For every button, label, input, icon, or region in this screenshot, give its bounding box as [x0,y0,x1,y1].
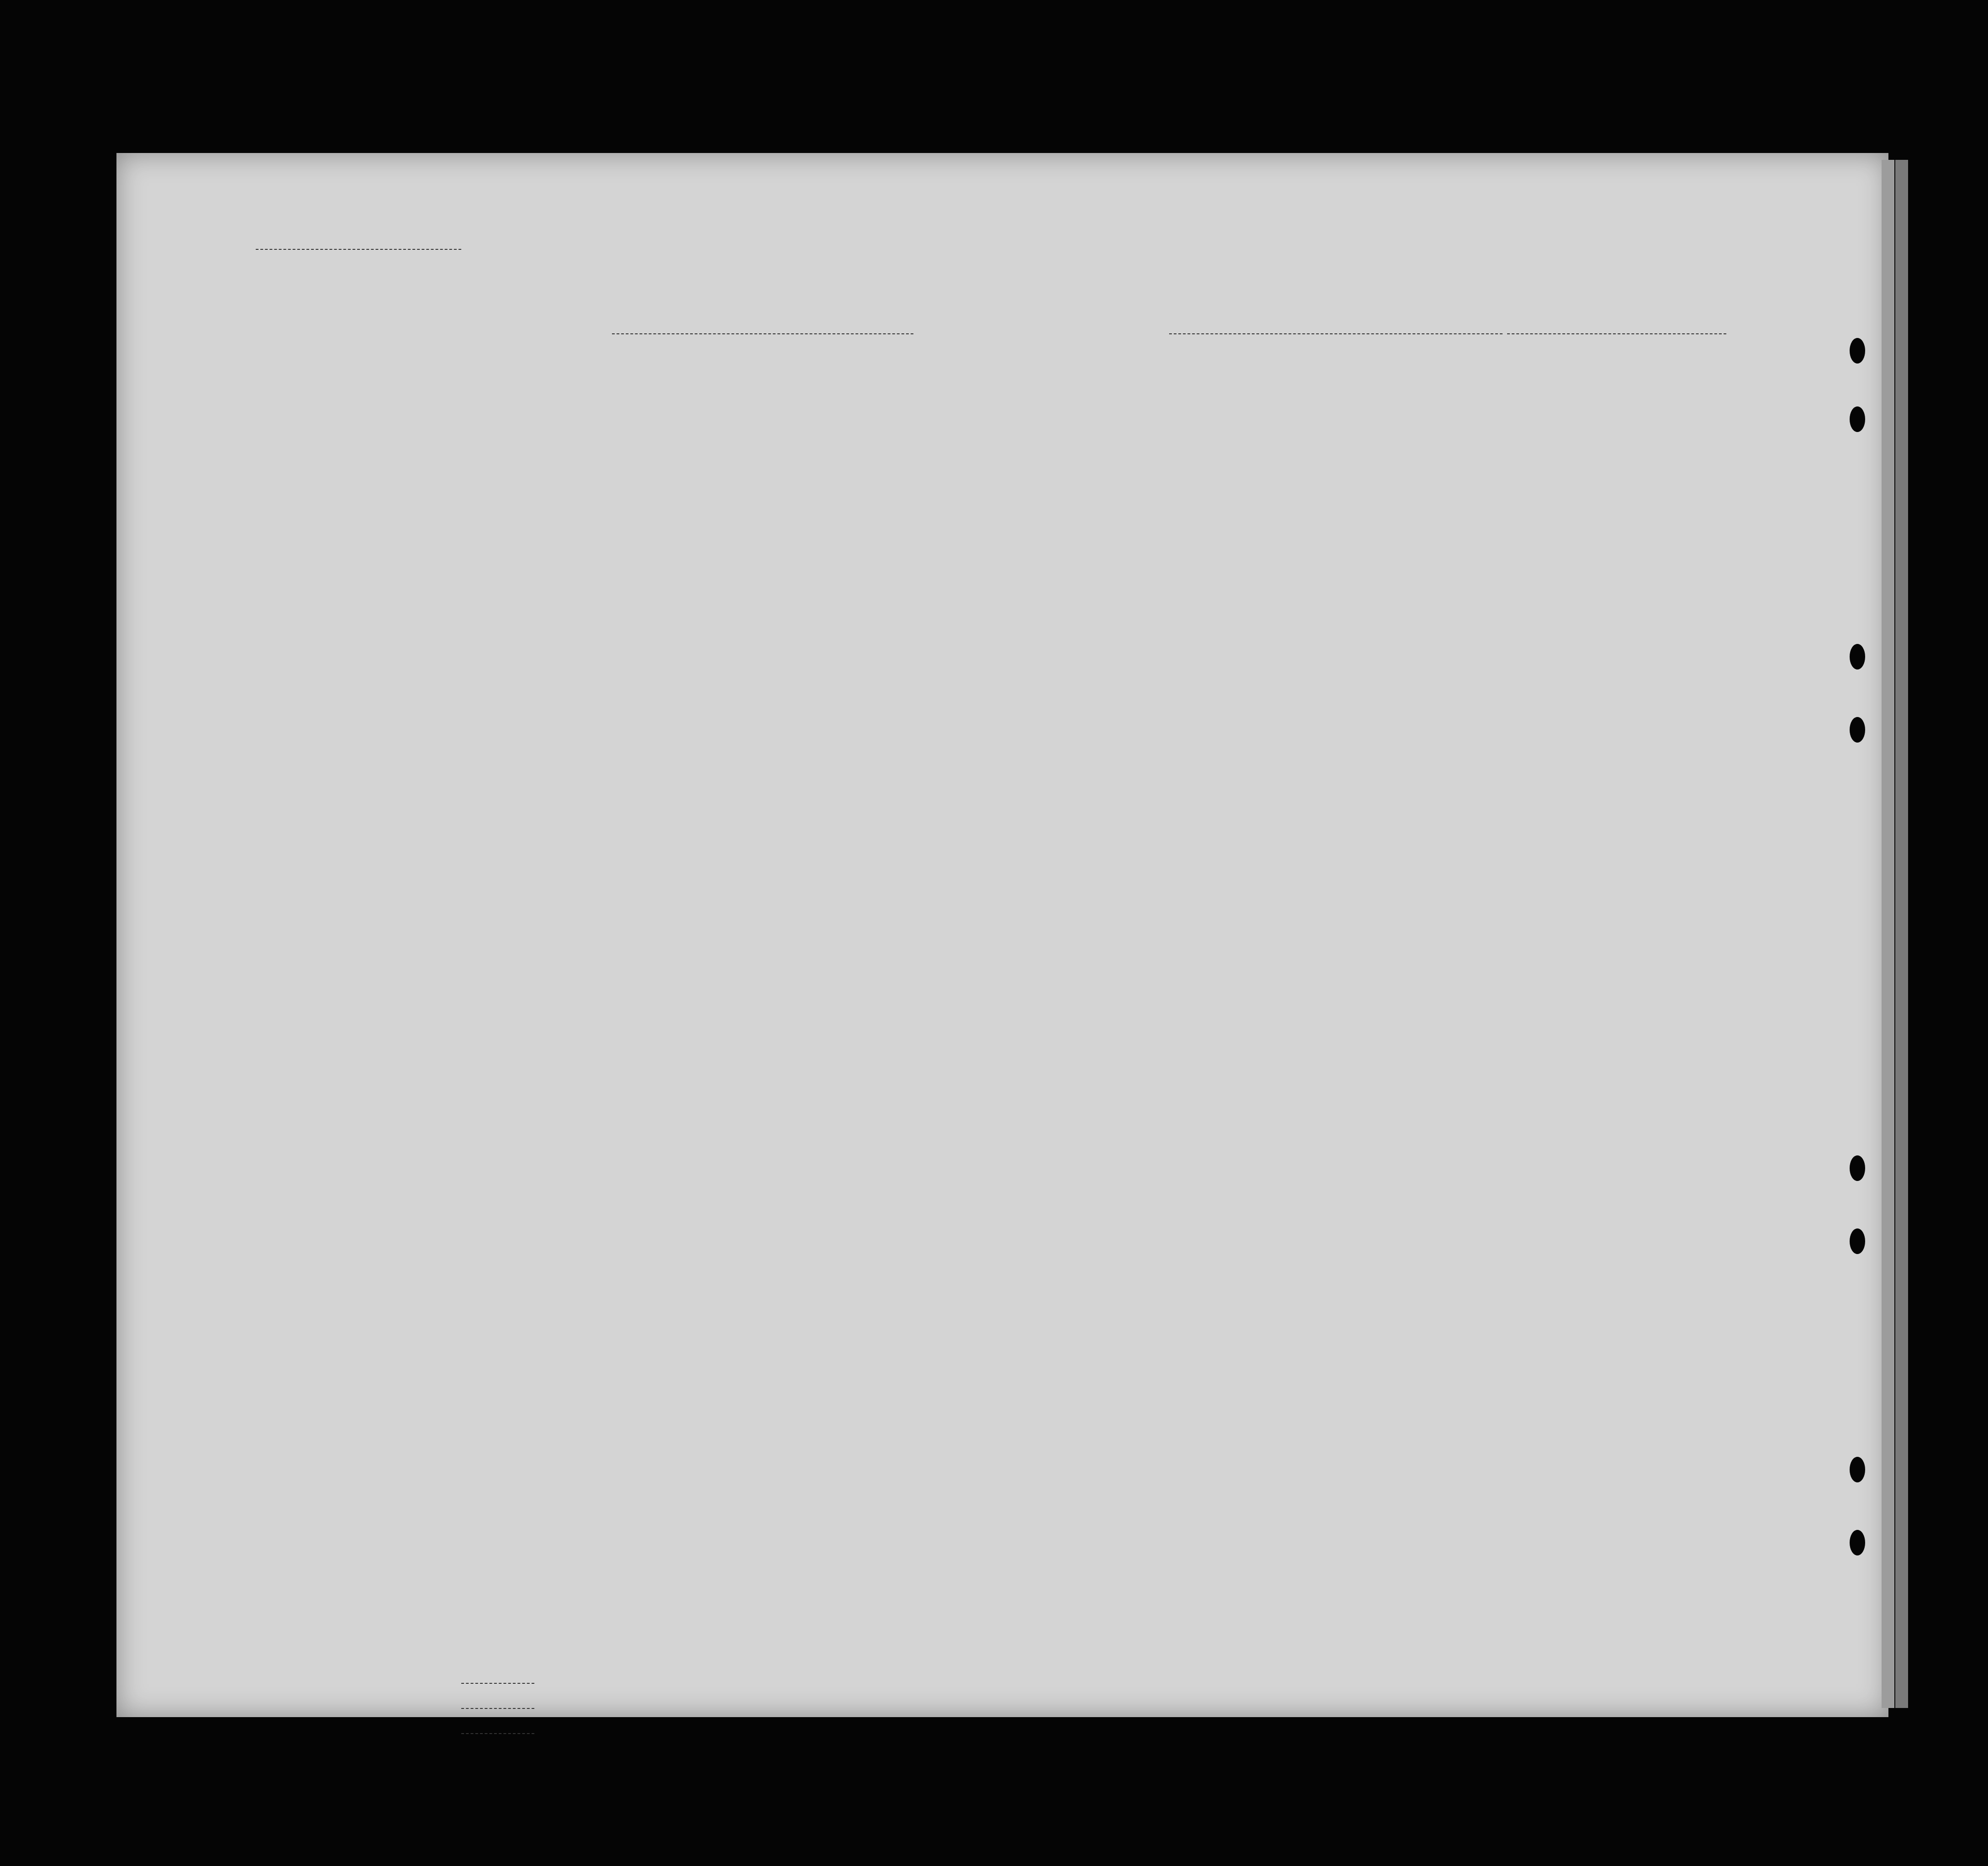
binder-hole [1850,644,1865,669]
footer-citizens-line [461,1708,534,1709]
binder-hole [1850,1530,1865,1555]
binder-hole [1850,406,1865,432]
departure-port [1169,333,1503,334]
footer-aliens-line [461,1733,534,1734]
binder-hole [1850,717,1865,743]
page-edge [1882,160,1894,1708]
manifest-sheet [116,153,1888,1717]
sailing-date [1507,333,1726,334]
page-edge [1895,160,1908,1708]
binder-hole [1850,338,1865,364]
binder-hole [1850,1228,1865,1254]
binder-hole [1850,1457,1865,1482]
list-value [256,249,461,250]
ship-name [612,333,913,334]
footer-total-line [461,1683,534,1684]
binder-hole [1850,1155,1865,1181]
